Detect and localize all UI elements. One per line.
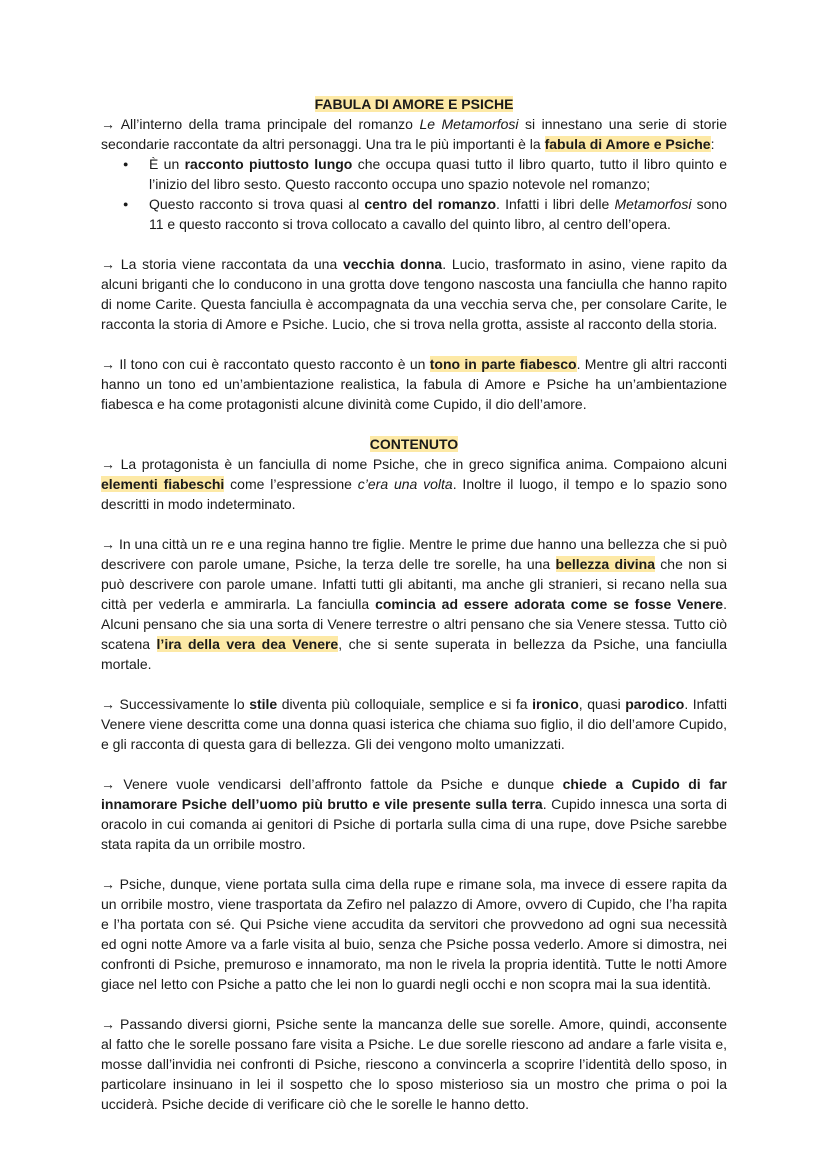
title-contenuto: CONTENUTO [369,436,459,452]
paragraph-intro: → All’interno della trama principale del romanzo Le Metamorfosi si innestano una serie di storie secondarie raccontate da altri personaggi. Una tra le più importanti è la fabula di Amore e Psiche: [101,116,728,152]
paragraph-narrator: → La storia viene raccontata da una vecchia donna. Lucio, trasformato in asino, viene rapito da alcuni briganti che lo conducono in una grotta dove tengono nascosta una fanciulla che hanno rapito di nome Carite. Questa fanciulla è accompagnata da una vecchia serva che, per consolare Carite, le racconta la storia di Amore e Psiche. Lucio, che si trova nella grotta, assiste al racconto della storia. [101,256,727,332]
list-item: ● È un racconto piuttosto lungo che occupa quasi tutto il libro quarto, tutto il libro quinto e l’inizio del libro sesto. Questo racconto occupa uno spazio notevole nel romanzo; [149,154,727,194]
paragraph-revenge: → Venere vuole vendicarsi dell’affronto fattole da Psiche e dunque chiede a Cupido di far innamorare Psiche dell’uomo più brutto e vile presente sulla terra. Cupido innesca una sorta di oracolo in cui comanda ai genitori di Psiche di portarla sulla cima di una rupe, dove Psiche sarebbe stata rapita da un orribile mostro. [101,776,727,852]
paragraph-tone: → Il tono con cui è raccontato questo racconto è un tono in parte fiabesco. Mentre gli altri racconti hanno un tono ed un’ambientazione realistica, la fabula di Amore e Psiche ha un’ambientazione fiabesca e ha come protagonisti alcune divinità come Cupido, il dio dell’amore. [101,356,728,412]
paragraph-sisters: → Passando diversi giorni, Psiche sente la mancanza delle sue sorelle. Amore, quindi, acconsente al fatto che le sorelle possano fare visita a Psiche. Le due sorelle riescono ad andare a farle visita e, mosse dall’invidia nei confronti di Psiche, riescono a convincerla a scoprire l’identità dello sposo, in particolare insinuano in lei il sospetto che lo sposo misterioso sia un mostro che prima o poi la ucciderà. Psiche decide di verificare ciò che le sorelle le hanno detto. [101,1016,727,1112]
list-item: ● Questo racconto si trova quasi al centro del romanzo. Infatti i libri delle Metamorfosi sono 11 e questo racconto si trova collocato a cavallo del quinto libro, al centro dell’opera. [149,194,727,234]
title-fabula: FABULA DI AMORE E PSICHE [314,96,514,112]
bullet-list [101,154,727,234]
paragraph-style: → Successivamente lo stile diventa più colloquiale, semplice e si fa ironico, quasi parodico. Infatti Venere viene descritta come una donna quasi isterica che chiama suo figlio, il dio dell’amore Cupido, e gli racconta di questa gara di bellezza. Gli dei vengono molto umanizzati. [101,696,728,752]
paragraph-palace: → Psiche, dunque, viene portata sulla cima della rupe e rimane sola, ma invece di essere rapita da un orribile mostro, viene trasportata da Zefiro nel palazzo di Amore, ovvero di Cupido, che l’ha rapita e l’ha portata con sé. Qui Psiche viene accudita da servitori che provvedono ad ogni sua necessità ed ogni notte Amore va a farle visita al buio, senza che Psiche possa vederlo. Amore si dimostra, nei confronti di Psiche, premuroso e innamorato, ma non le rivela la propria identità. Tutte le notti Amore giace nel letto con Psiche a patto che lei non lo guardi negli occhi e non scopra mai la sua identità. [101,876,727,992]
paragraph-beauty: → In una città un re e una regina hanno tre figlie. Mentre le prime due hanno una bellezza che si può descrivere con parole umane, Psiche, la terza delle tre sorelle, ha una bellezza divina che non si può descrivere con parole umane. Infatti tutti gli abitanti, ma anche gli stranieri, si recano nella sua città per vederla e ammirarla. La fanciulla comincia ad essere adorata come se fosse Venere. Alcuni pensano che sia una sorta di Venere terrestre o altri pensano che sia Venere stessa. Tutto ciò scatena l’ira della vera dea Venere, che si sente superata in bellezza da Psiche, una fanciulla mortale. [101,536,727,672]
paragraph-protagonist: → La protagonista è un fanciulla di nome Psiche, che in greco significa anima. Compaiono alcuni elementi fiabeschi come l’espressione c’era una volta. Inoltre il luogo, il tempo e lo spazio sono descritti in modo indeterminato. [101,456,727,512]
